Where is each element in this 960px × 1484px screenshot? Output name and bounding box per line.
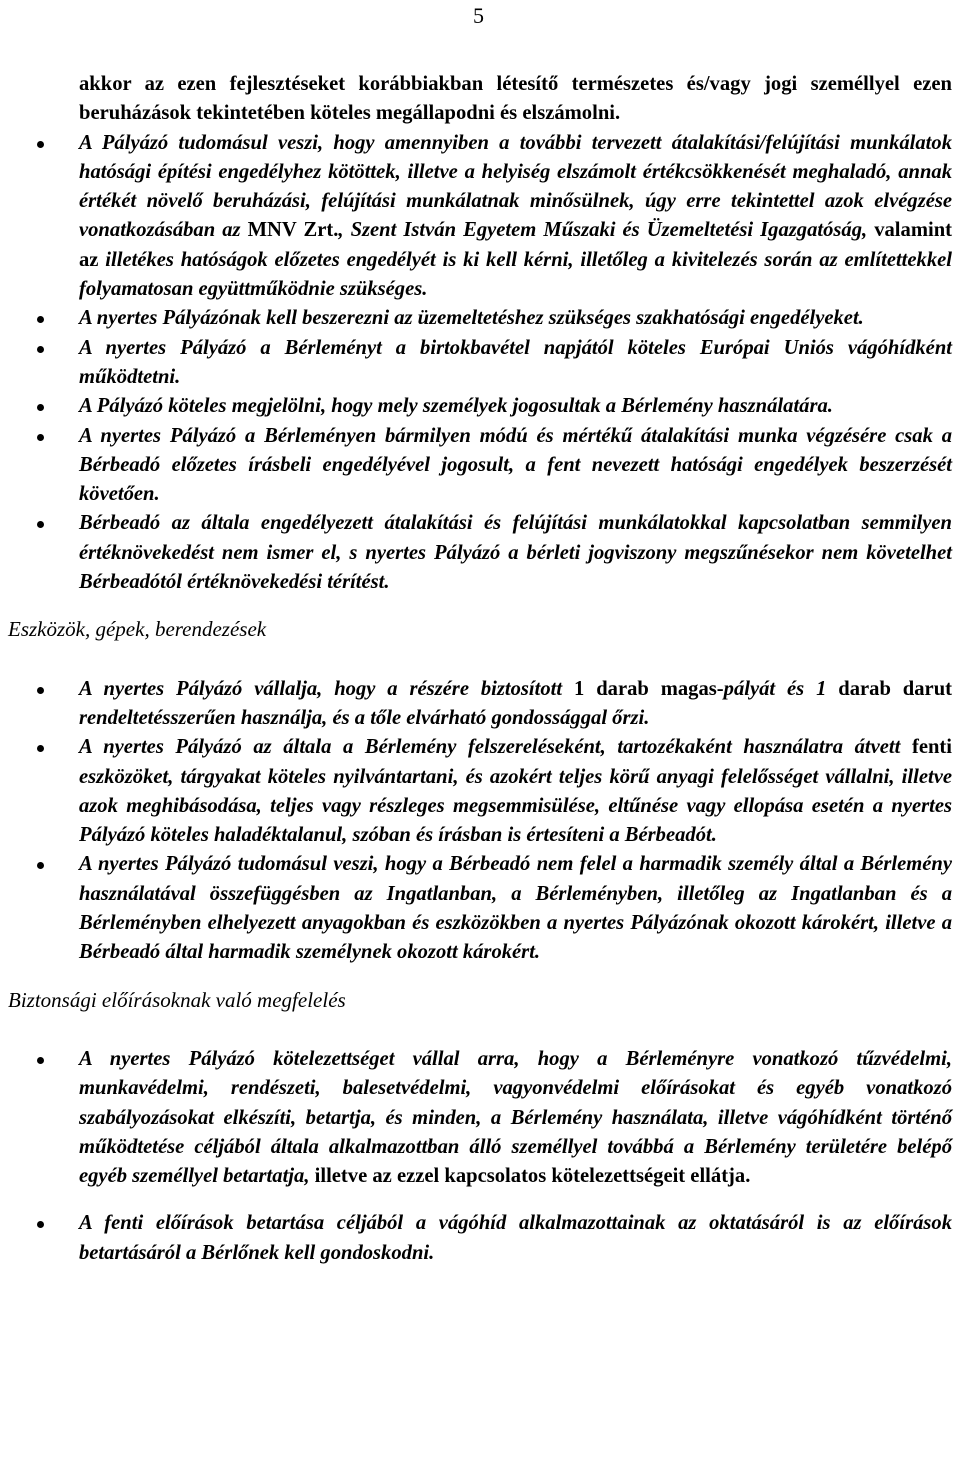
bullet-icon (37, 745, 44, 752)
bullet-icon (37, 434, 44, 441)
bullet-icon (37, 1221, 44, 1228)
document-body (8, 70, 952, 1286)
bullet-icon (37, 687, 44, 694)
list-item: A Pályázó tudomásul veszi, hogy amennyiben a további tervezett átalakítási/felújítási munkálatok hatósági építési engedélyhez kötöttek, illetve a helyiség elszámolt értékcsökkenését meghaladó, annak értékét növelő beruházási, felújítási munkálatnak minősülnek, úgy erre tekintettel azok elvégzése vonatkozásában az MNV Zrt., Szent István Egyetem Műszaki és Üzemeltetési Igazgatóság, valamint az illetékes hatóságok előzetes engedélyét is ki kell kérni, illetőleg a kivitelezés során az említettekkel folyamatosan együttműködnie szükséges. (8, 129, 952, 305)
list-item: A nyertes Pályázó tudomásul veszi, hogy a Bérbeadó nem felel a harmadik személy által a Bérlemény használatával összefüggésben az Ingatlanban, a Bérleményben, illetőleg az Ingatlanban és a Bérleményben elhelyezett anyagokban és eszközökben a nyertes Pályázónak okozott károkért, illetve a Bérbeadó által harmadik személynek okozott károkért. (8, 850, 952, 967)
section-heading-equipment: Eszközök, gépek, berendezések (8, 617, 267, 642)
bullet-icon (37, 862, 44, 869)
list-item: A nyertes Pályázó vállalja, hogy a részére biztosított 1 darab magas-pályát és 1 darab darut rendeltetésszerűen használja, és a tőle elvárható gondossággal őrzi. (8, 675, 952, 734)
bullet-icon (37, 346, 44, 353)
section2-list (8, 675, 952, 968)
list-item: A nyertes Pályázónak kell beszerezni az üzemeltetéshez szükséges szakhatósági engedélyeket. (8, 304, 952, 333)
bullet-icon (37, 141, 44, 148)
list-item: A nyertes Pályázó a Bérleményt a birtokbavétel napjától köteles Európai Uniós vágóhídként működtetni. (8, 334, 952, 393)
list-item: A fenti előírások betartása céljából a vágóhíd alkalmazottainak az oktatásáról is az előírások betartásáról a Bérlőnek kell gondoskodni. (8, 1209, 952, 1268)
list-item: A Pályázó köteles megjelölni, hogy mely személyek jogosultak a Bérlemény használatára. (8, 392, 952, 421)
section-heading-safety: Biztonsági előírásoknak való megfelelés (8, 987, 346, 1012)
list-item: A nyertes Pályázó kötelezettséget vállal arra, hogy a Bérleményre vonatkozó tűzvédelmi, munkavédelmi, rendészeti, balesetvédelmi, vagyonvédelmi előírásokat és egyéb vonatkozó szabályozásokat elkészíti, betartja, és minden, a Bérlemény használata, illetve vágóhídként történő működtetése céljából általa alkalmazottban álló személlyel továbbá a Bérlemény területére belépő egyéb személlyel betartatja, illetve az ezzel kapcsolatos kötelezettségeit ellátja. (8, 1045, 952, 1191)
intro-paragraph: akkor az ezen fejlesztéseket korábbiakban létesítő természetes és/vagy jogi személlyel ezen beruházások tekintetében köteles megállapodni és elszámolni. (79, 73, 952, 125)
bullet-icon (37, 404, 44, 411)
list-item: A nyertes Pályázó a Bérleményen bármilyen módú és mértékű átalakítási munka végzésére csak a Bérbeadó előzetes írásbeli engedélyével jogosult, a fent nevezett hatósági engedélyek beszerzését követően. (8, 422, 952, 510)
page-number: 5 (473, 3, 484, 28)
list-item: A nyertes Pályázó az általa a Bérlemény felszereléseként, tartozékaként használatra átvett fenti eszközöket, tárgyakat köteles nyilvántartani, és azokért teljes körű anyagi felelősséget vállalni, illetve azok meghibásodása, teljes vagy részleges megsemmisülése, eltűnése vagy ellopása esetén a nyertes Pályázó köteles haladéktalanul, szóban és írásban is értesíteni a Bérbeadót. (8, 733, 952, 850)
bullet-icon (37, 1057, 44, 1064)
section3-list (8, 1045, 952, 1268)
section1-list (8, 129, 952, 598)
list-item: Bérbeadó az általa engedélyezett átalakítási és felújítási munkálatokkal kapcsolatban semmilyen értéknövekedést nem ismer el, s nyertes Pályázó a bérleti jogviszony megszűnésekor nem követelhet Bérbeadótól értéknövekedési térítést. (8, 509, 952, 597)
bullet-icon (37, 316, 44, 323)
bullet-icon (37, 521, 44, 528)
